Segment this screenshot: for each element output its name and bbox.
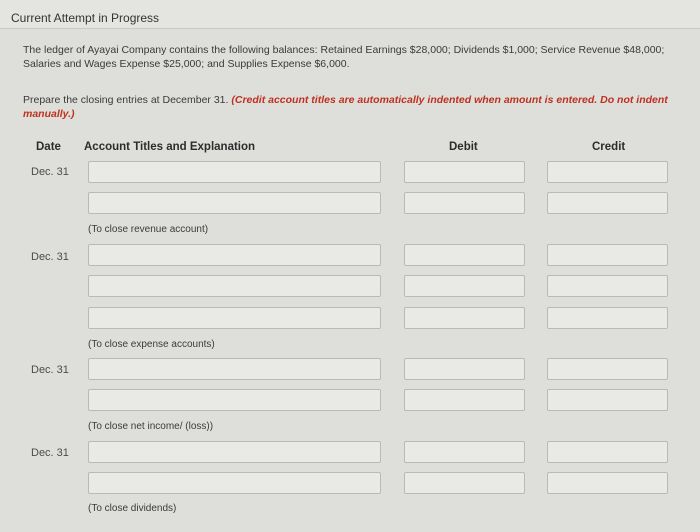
credit-amount-input[interactable] [547, 358, 668, 380]
entry-explanation: (To close revenue account) [88, 224, 209, 235]
debit-amount-input[interactable] [404, 307, 525, 329]
account-title-input[interactable] [88, 307, 381, 329]
entry-date: Dec. 31 [31, 447, 69, 459]
debit-column-header: Debit [449, 141, 478, 153]
debit-amount-input[interactable] [404, 192, 525, 214]
debit-amount-input[interactable] [404, 389, 525, 411]
credit-amount-input[interactable] [547, 161, 668, 183]
account-title-input[interactable] [88, 441, 381, 463]
account-title-input[interactable] [88, 161, 381, 183]
credit-column-header: Credit [592, 141, 626, 153]
entry-date: Dec. 31 [31, 166, 69, 178]
account-title-input[interactable] [88, 472, 381, 494]
instructions-note: (Credit account titles are automatically indented when amount is entered. Do not indent manually.) [23, 94, 668, 120]
debit-amount-input[interactable] [404, 441, 525, 463]
problem-text: The ledger of Ayayai Company contains the following balances: Retained Earnings $28,000; Dividends $1,000; Service Revenue $48,000; Salaries and Wages Expense $25,000; and Supplies Expense $6,000. [23, 44, 665, 70]
account-title-input[interactable] [88, 389, 381, 411]
instructions-text: Prepare the closing entries at December 31. [23, 94, 229, 106]
entry-date: Dec. 31 [31, 251, 69, 263]
debit-amount-input[interactable] [404, 244, 525, 266]
credit-amount-input[interactable] [547, 307, 668, 329]
credit-amount-input[interactable] [547, 389, 668, 411]
account-title-input[interactable] [88, 192, 381, 214]
entry-explanation: (To close net income/ (loss)) [88, 421, 214, 432]
entry-explanation: (To close dividends) [88, 503, 177, 514]
account-title-input[interactable] [88, 244, 381, 266]
credit-amount-input[interactable] [547, 192, 668, 214]
account-title-input[interactable] [88, 275, 381, 297]
credit-amount-input[interactable] [547, 244, 668, 266]
attempt-header [0, 0, 700, 29]
date-column-header: Date [36, 141, 61, 153]
account-column-header: Account Titles and Explanation [84, 141, 256, 153]
debit-amount-input[interactable] [404, 161, 525, 183]
debit-amount-input[interactable] [404, 358, 525, 380]
question-content [0, 29, 700, 532]
debit-amount-input[interactable] [404, 472, 525, 494]
credit-amount-input[interactable] [547, 275, 668, 297]
instructions [23, 93, 693, 121]
debit-amount-input[interactable] [404, 275, 525, 297]
entry-date: Dec. 31 [31, 364, 69, 376]
credit-amount-input[interactable] [547, 441, 668, 463]
credit-amount-input[interactable] [547, 472, 668, 494]
attempt-status-title: Current Attempt in Progress [11, 11, 160, 25]
account-title-input[interactable] [88, 358, 381, 380]
entry-explanation: (To close expense accounts) [88, 339, 215, 350]
